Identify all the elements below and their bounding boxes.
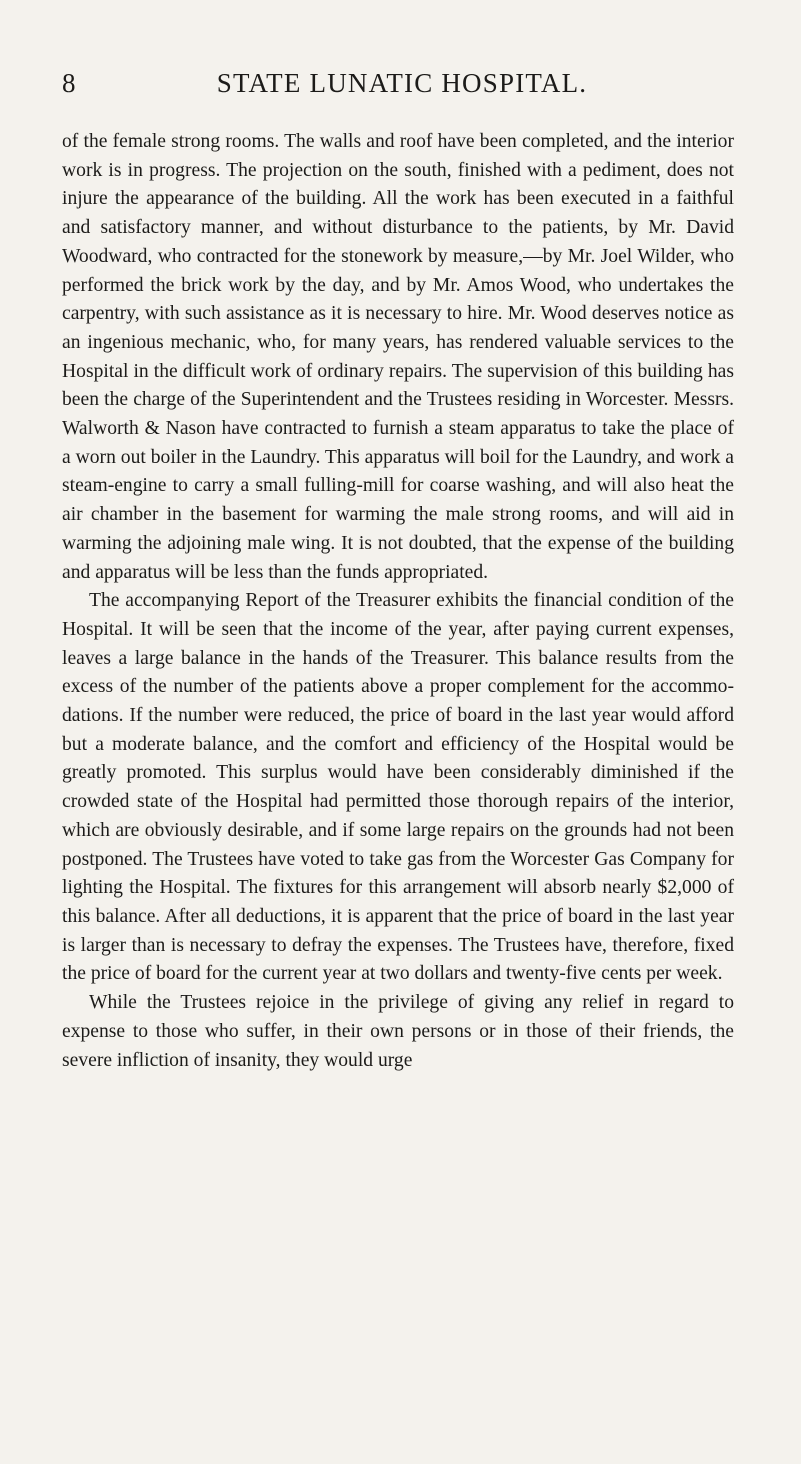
paragraph-treasurer-report: The accompanying Report of the Treasurer exhibits the financial condition of the Hospital. It will be seen that the income of the year, after paying current expenses, leaves a large balance in the hands of the Treasurer. This balance results from the excess of the number of the patients above a proper complement for the accommodations. If the number were reduced, the price of board in the last year would afford but a moderate balance, and the comfort and efficiency of the Hospital would be greatly promoted. This surplus would have been considerably diminished if the crowded state of the Hospital had permitted those thorough repairs of the interior, which are obviously desirable, and if some large repairs on the grounds had not been postponed. The Trustees have voted to take gas from the Worcester Gas Company for lighting the Hospital. The fixtures for this arrangement will absorb nearly $2,000 of this balance. After all deductions, it is apparent that the price of board in the last year is larger than is necessary to defray the expenses. The Trustees have, therefore, fixed the price of board for the current year at two dollars and twenty-five cents per week.: [62, 590, 734, 985]
page-number: 8: [62, 68, 76, 98]
page-header: [62, 68, 742, 108]
running-head: STATE LUNATIC HOSPITAL.: [216, 68, 588, 98]
paragraph-construction: of the female strong rooms. The walls and roof have been completed, and the interior work is in progress. The projection on the south, finished with a pediment, does not injure the appearance of the building. All the work has been executed in a faithful and satisfactory manner, and without disturbance to the patients, by Mr. David Woodward, who contracted for the stonework by measure,—by Mr. Joel Wilder, who performed the brick work by the day, and by Mr. Amos Wood, who undertakes the carpentry, with such assistance as it is necessary to hire. Mr. Wood deserves notice as an ingenious mechanic, who, for many years, has rendered valuable services to the Hospital in the difficult work of ordinary repairs. The supervision of this building has been the charge of the Superintendent and the Trustees residing in Worcester. Messrs. Walworth & Nason have contracted to furnish a steam apparatus to take the place of a worn out boiler in the Laundry. This apparatus will boil for the Laundry, and work a steam-engine to carry a small fulling-mill for coarse washing, and will also heat the air chamber in the basement for warming the male strong rooms, and will aid in warming the adjoining male wing. It is not doubted, that the expense of the building and apparatus will be less than the funds appropriated.: [62, 131, 734, 583]
body-text: [62, 128, 734, 1075]
paragraph-trustees-relief: While the Trustees rejoice in the privilege of giving any relief in regard to expense to those who suffer, in their own persons or in those of their friends, the severe infliction of insanity, they would urge: [62, 992, 734, 1071]
